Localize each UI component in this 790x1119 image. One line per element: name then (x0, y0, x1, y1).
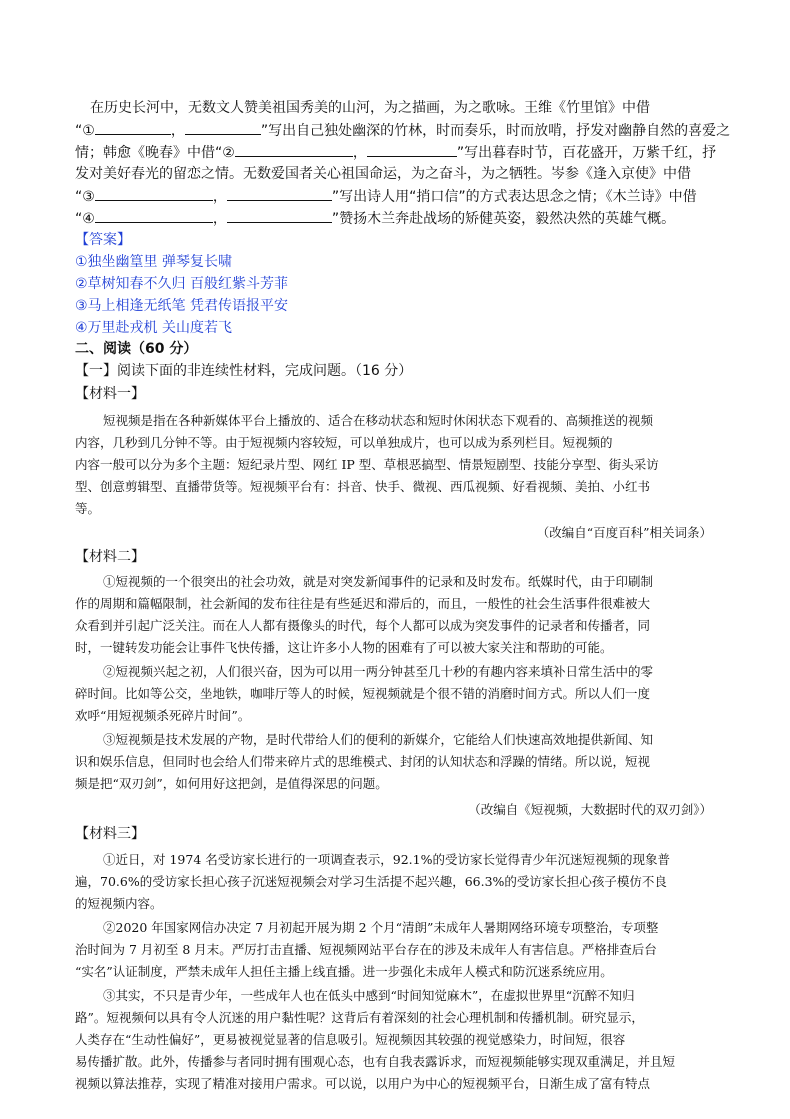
material-2-line: 时，一键转发功能会让事件飞快传播，这让许多小人物的困难有了可以被大家关注和帮助的可能。 (75, 640, 613, 655)
material-3-heading: 【材料三】 (75, 826, 145, 842)
material-2-heading: 【材料二】 (75, 549, 145, 565)
comma: ， (212, 211, 227, 227)
material-3-line: 视频以算法推荐，实现了精准对接用户需求。可以说，以用户为中心的短视频平台，日渐生成了富有特点 (75, 1076, 651, 1091)
material-2-line: ②短视频兴起之初，人们很兴奋，因为可以用一两分钟甚至几十秒的有趣内容来填补日常生活中的零 (103, 664, 654, 679)
intro-line-1: 在历史长河中，无数文人赞美祖国秀美的山河，为之描画，为之歌咏。王维《竹里馆》中借 (90, 100, 650, 116)
intro-text: ”赞扬木兰奔赴战场的矫健英姿，毅然决然的英雄气概。 (331, 211, 676, 227)
intro-line-2 (75, 119, 730, 142)
blank-1a[interactable] (95, 119, 171, 135)
part-1-instruction: 【一】阅读下面的非连续性材料，完成问题。（16 分） (75, 363, 413, 379)
blank-1b[interactable] (185, 119, 261, 135)
answer-item-4: ④万里赴戎机 关山度若飞 (75, 320, 233, 336)
material-1-line: 型、创意剪辑型、直播带货等。短视频平台有：抖音、快手、微视、西瓜视频、好看视频、美拍、小红书 (75, 479, 651, 494)
material-3-line: 遍，70.6%的受访家长担心孩子沉迷短视频会对学习生活提不起兴趣，66.3%的受访家长担心孩子模仿不良 (75, 874, 667, 889)
intro-text: ”写出诗人用“捎口信”的方式表达思念之情；《木兰诗》中借 (331, 189, 697, 205)
intro-line-4: 发对美好春光的留恋之情。无数爱国者关心祖国命运，为之奋斗，为之牺牲。岑参《逢入京使》中借 (75, 166, 691, 182)
blank-4b[interactable] (227, 207, 332, 223)
blank-2b[interactable] (367, 141, 457, 157)
material-1-heading: 【材料一】 (75, 386, 145, 402)
comma: ， (212, 189, 227, 205)
material-1-line: 内容一般可以分为多个主题：短纪录片型、网红 IP 型、草根恶搞型、情景短剧型、技能分享型、街头采访 (75, 457, 659, 472)
material-2-line: 识和娱乐信息，但同时也会给人们带来碎片式的思维模式、封闭的认知状态和浮躁的情绪。所以说，短视 (75, 754, 651, 769)
material-2-source: （改编自《短视频，大数据时代的双刃剑》） (468, 802, 712, 817)
material-3-line: ③其实，不只是青少年，一些成年人也在低头中感到“时间知觉麻木”，在虚拟世界里“沉醉不知归 (103, 988, 635, 1003)
material-3-line: 路”。短视频何以具有令人沉迷的用户黏性呢？这背后有着深刻的社会心理机制和传播机制。研究显示， (75, 1010, 644, 1025)
material-2-line: 作的周期和篇幅限制，社会新闻的发布往往是有些延迟和滞后的，而且，一般性的社会生活事件很难被大 (75, 596, 651, 611)
intro-text: ”写出暮春时节，百花盛开，万紫千红，抒 (456, 145, 717, 161)
answer-item-3: ③马上相逢无纸笔 凭君传语报平安 (75, 298, 289, 314)
intro-line-6 (75, 207, 675, 230)
blank-1-label: “① (75, 123, 95, 139)
material-1-line: 内容，几秒到几分钟不等。由于短视频内容较短，可以单独成片，也可以成为系列栏目。短视频的 (75, 435, 613, 450)
material-3-line: 易传播扩散。此外，传播参与者同时拥有围观心态，也有自我表露诉求，而短视频能够实现双重满足，并且短 (75, 1054, 676, 1069)
blank-4a[interactable] (95, 207, 213, 223)
material-2-line: ①短视频的一个很突出的社会功效，就是对突发新闻事件的记录和及时发布。纸媒时代，由于印刷制 (103, 574, 654, 589)
answer-item-1: ①独坐幽篁里 弹琴复长啸 (75, 254, 233, 270)
material-3-line: ②2020 年国家网信办决定 7 月初起开展为期 2 个月“清朗”未成年人暑期网络环境专项整治，专项整 (103, 920, 659, 935)
answer-item-2: ②草树知春不久归 百般红紫斗芳菲 (75, 276, 289, 292)
material-3-line: “实名”认证制度，严禁未成年人担任主播上线直播。进一步强化未成年人模式和防沉迷系统应用。 (75, 964, 613, 979)
blank-2a[interactable] (235, 141, 353, 157)
intro-text: ”写出自己独处幽深的竹林，时而奏乐，时而放啃，抒发对幽静自然的喜爱之 (260, 123, 731, 139)
blank-3a[interactable] (95, 185, 213, 201)
material-1-source: （改编自“百度百科”相关词条） (536, 525, 712, 540)
material-1-line: 等。 (75, 501, 101, 516)
material-3-line: ①近日，对 1974 名受访家长进行的一项调查表示，92.1%的受访家长觉得青少年沉迷短视频的现象普 (103, 852, 670, 867)
section-title: 二、阅读（60 分） (75, 341, 198, 357)
material-3-line: 人类存在“生动性偏好”，更易被视觉显著的信息吸引。短视频因其较强的视觉感染力，时间短，很容 (75, 1032, 626, 1047)
blank-4-label: “④ (75, 211, 95, 227)
material-3-line: 治时间为 7 月初至 8 月末。严厉打击直播、短视频网站平台存在的涉及未成年人有害信息。严格排查后台 (75, 942, 657, 957)
material-3-line: 的短视频内容。 (75, 896, 163, 911)
intro-text: 情；韩愈《晚春》中借“② (75, 145, 235, 161)
material-1-line: 短视频是指在各种新媒体平台上播放的、适合在移动状态和短时休闲状态下观看的、高频推送的视频 (103, 413, 654, 428)
answer-heading: 【答案】 (75, 232, 131, 248)
material-2-line: 欢呼“用短视频杀死碎片时间”。 (75, 708, 251, 723)
comma: ， (352, 145, 367, 161)
comma: ， (170, 123, 185, 139)
material-2-line: 众看到并引起广泛关注。而在人人都有摄像头的时代，每个人都可以成为突发事件的记录者和传播者，同 (75, 618, 651, 633)
material-2-line: 碎时间。比如等公交，坐地铁，咖啡厅等人的时候，短视频就是个很不错的消磨时间方式。所以人们一度 (75, 686, 651, 701)
intro-line-5 (75, 185, 697, 208)
intro-line-3 (75, 141, 716, 164)
blank-3b[interactable] (227, 185, 332, 201)
blank-3-label: “③ (75, 189, 95, 205)
material-2-line: ③短视频是技术发展的产物，是时代带给人们的便利的新媒介，它能给人们快速高效地提供新闻、知 (103, 732, 654, 747)
material-2-line: 频是把“双刃剑”，如何用好这把剑，是值得深思的问题。 (75, 776, 388, 791)
